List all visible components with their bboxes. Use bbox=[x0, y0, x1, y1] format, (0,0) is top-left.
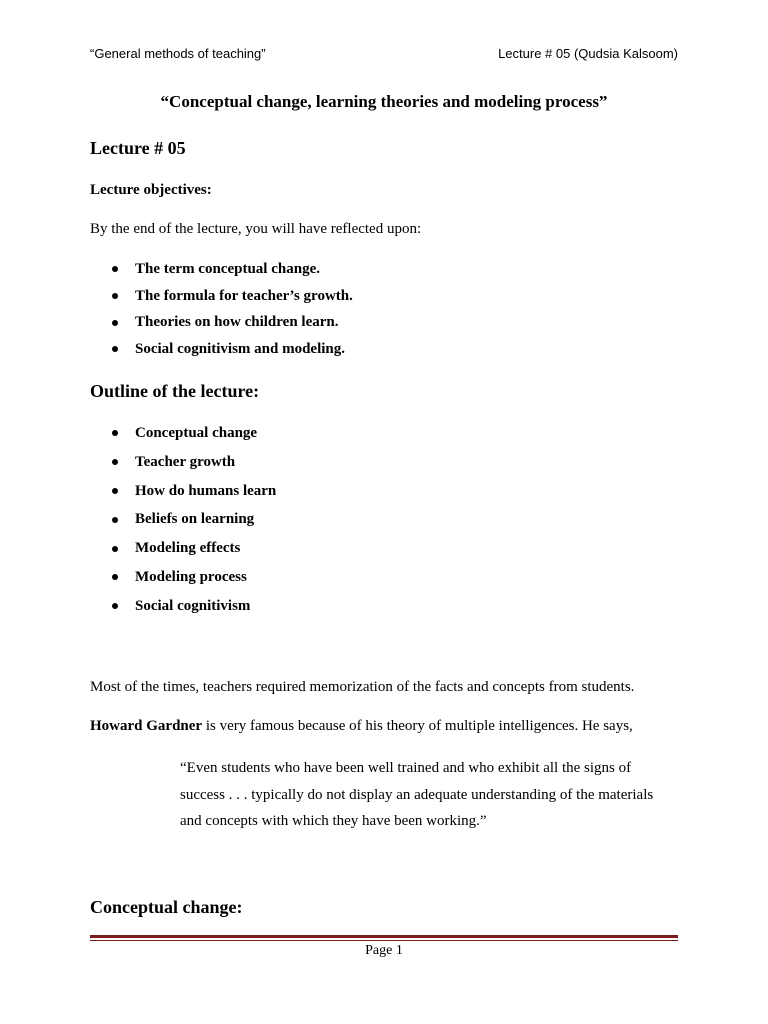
list-item: Modeling process bbox=[90, 563, 276, 592]
objectives-heading: Lecture objectives: bbox=[90, 182, 212, 198]
list-item: Modeling effects bbox=[90, 534, 276, 563]
block-quote: “Even students who have been well trained and who exhibit all the signs of success . . . typically do not display an adequate understanding of the materials and concepts with which they have been working.” bbox=[180, 760, 654, 829]
header-course-title: “General methods of teaching” bbox=[90, 46, 266, 61]
list-item: Social cognitivism and modeling. bbox=[90, 336, 353, 363]
list-item: Teacher growth bbox=[90, 448, 276, 477]
list-item: The formula for teacher’s growth. bbox=[90, 283, 353, 310]
list-item: Social cognitivism bbox=[90, 592, 276, 621]
list-item: Theories on how children learn. bbox=[90, 309, 353, 336]
list-item: How do humans learn bbox=[90, 477, 276, 506]
footer-rule-thin bbox=[90, 940, 678, 941]
gardner-name: Howard Gardner bbox=[90, 718, 203, 734]
list-item: Conceptual change bbox=[90, 419, 276, 448]
document-title: “Conceptual change, learning theories and modeling process” bbox=[160, 92, 608, 111]
gardner-paragraph-text: is very famous because of his theory of multiple intelligences. He says, bbox=[202, 718, 633, 734]
header-lecture-info: Lecture # 05 (Qudsia Kalsoom) bbox=[498, 46, 678, 61]
footer-rule-thick bbox=[90, 935, 678, 938]
intro-paragraph: By the end of the lecture, you will have reflected upon: bbox=[90, 221, 422, 237]
list-item: The term conceptual change. bbox=[90, 256, 353, 283]
lecture-heading: Lecture # 05 bbox=[90, 138, 186, 158]
memorization-paragraph: Most of the times, teachers required memorization of the facts and concepts from students. bbox=[90, 679, 635, 695]
gardner-paragraph bbox=[90, 718, 633, 735]
objectives-list bbox=[90, 256, 353, 363]
list-item: Beliefs on learning bbox=[90, 505, 276, 534]
outline-list bbox=[90, 419, 276, 621]
page-number: Page 1 bbox=[365, 943, 403, 958]
page-header bbox=[90, 46, 678, 61]
section-heading: Conceptual change: bbox=[90, 897, 243, 917]
outline-heading: Outline of the lecture: bbox=[90, 381, 260, 401]
